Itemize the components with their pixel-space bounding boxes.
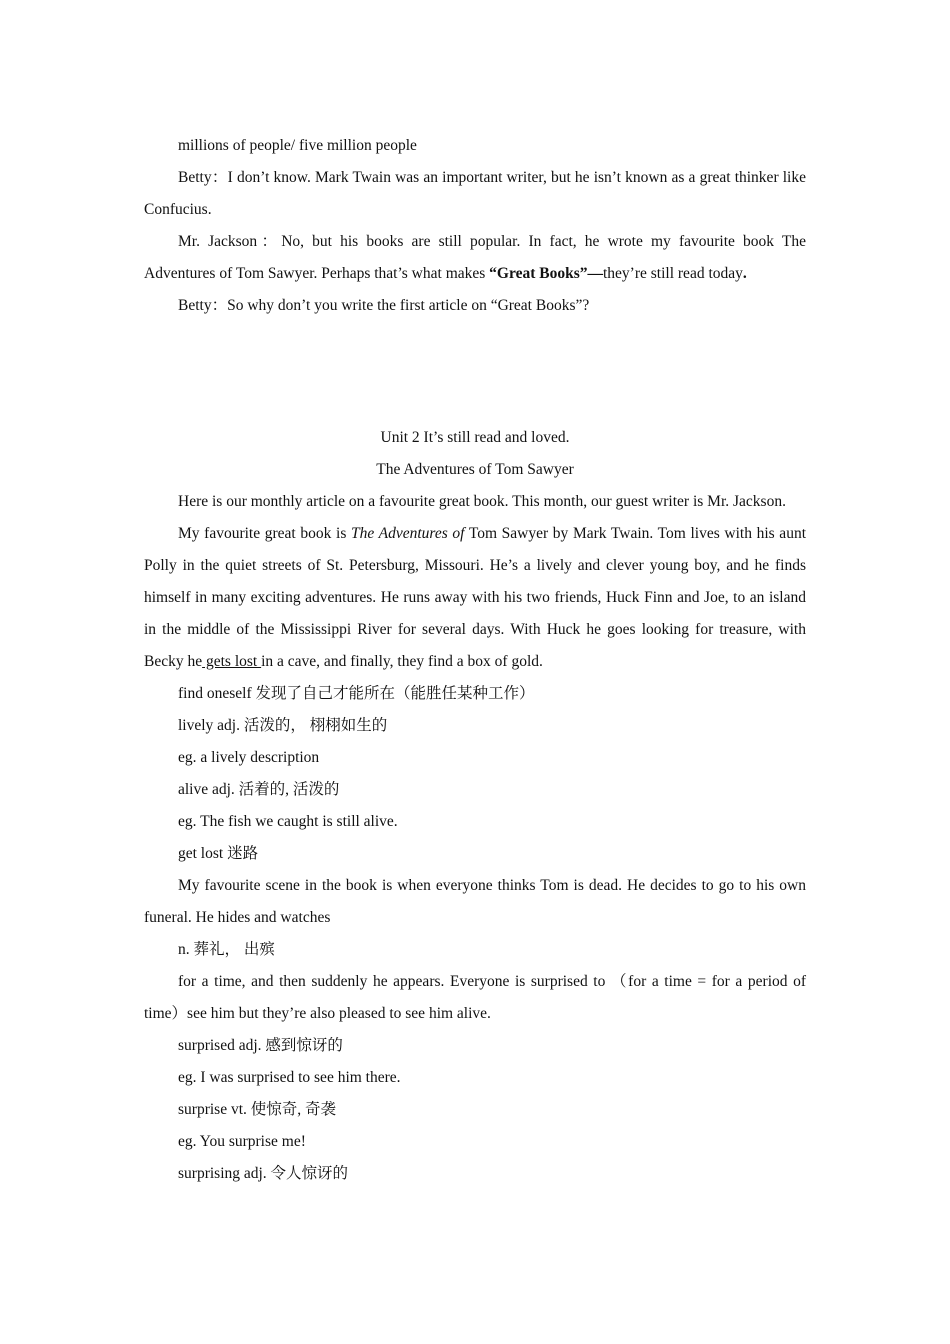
vocab-note: lively adj. 活泼的， 栩栩如生的 <box>178 717 388 734</box>
bold-period: . <box>742 265 747 282</box>
intro-paragraph: Here is our monthly article on a favourite great book. This month, our guest writer is Mr. Jackson. <box>178 493 786 510</box>
section-gap <box>144 322 806 422</box>
note-line: millions of people/ five million people <box>178 137 417 154</box>
unit-title: Unit 2 It’s still read and loved. <box>380 429 570 446</box>
underlined-phrase: gets lost <box>202 653 262 670</box>
vocab-note: get lost 迷路 <box>178 845 259 862</box>
vocab-note: surprise vt. 使惊奇, 奇袭 <box>178 1101 337 1118</box>
vocab-note: surprising adj. 令人惊讶的 <box>178 1165 349 1182</box>
dialogue-betty-2 <box>144 290 806 322</box>
paragraph-3: for a time, and then suddenly he appears. Everyone is surprised to （for a time = for a period of time）see him but they’re also pleased to see him alive. <box>144 973 806 1022</box>
dialogue-text: So why don’t you write the first article on “Great Books”? <box>227 297 590 314</box>
dialogue-jackson <box>144 226 806 290</box>
dialogue-text: No, but his books are still popular. In fact, he wrote my favourite book The Adventures of Tom Sawyer. Perhaps that’s what makes <box>144 233 806 282</box>
speaker-name: Betty： <box>178 169 228 186</box>
vocab-note: eg. I was surprised to see him there. <box>178 1069 401 1086</box>
vocab-note: eg. You surprise me! <box>178 1133 306 1150</box>
book-title-italic: The Adventures of <box>351 525 465 542</box>
article-title: The Adventures of Tom Sawyer <box>376 461 574 478</box>
vocab-note: eg. a lively description <box>178 749 320 766</box>
document-page <box>144 130 806 1190</box>
vocab-note: alive adj. 活着的, 活泼的 <box>178 781 340 798</box>
bold-quote: “Great Books”— <box>489 265 603 282</box>
paragraph-text: Tom Sawyer by Mark Twain. Tom lives with his aunt Polly in the quiet streets of St. Petersburg, Missouri. He’s a lively and clever young boy, and he finds himself in many exciting adventures. He runs away with his two friends, Huck Finn and Joe, to an island in the middle of the Mississippi River for several days. With Huck he goes looking for treasure, with Becky he <box>144 525 806 670</box>
speaker-name: Betty： <box>178 297 228 314</box>
paragraph-text: My favourite great book is <box>178 525 352 542</box>
vocab-note: surprised adj. 感到惊讶的 <box>178 1037 343 1054</box>
paragraph-2: My favourite scene in the book is when everyone thinks Tom is dead. He decides to go to his own funeral. He hides and watches <box>144 877 806 926</box>
vocab-note: eg. The fish we caught is still alive. <box>178 813 398 830</box>
dialogue-text: I don’t know. Mark Twain was an important writer, but he isn’t known as a great thinker like Confucius. <box>144 169 806 218</box>
vocab-note: n. 葬礼， 出殡 <box>178 941 275 958</box>
speaker-name: Mr. Jackson： <box>178 233 282 250</box>
dialogue-text: they’re still read today <box>603 265 743 282</box>
paragraph-text: in a cave, and finally, they find a box of gold. <box>261 653 543 670</box>
dialogue-betty-1 <box>144 162 806 226</box>
paragraph-1 <box>144 518 806 678</box>
vocab-note: find oneself 发现了自己才能所在（能胜任某种工作） <box>178 685 535 702</box>
